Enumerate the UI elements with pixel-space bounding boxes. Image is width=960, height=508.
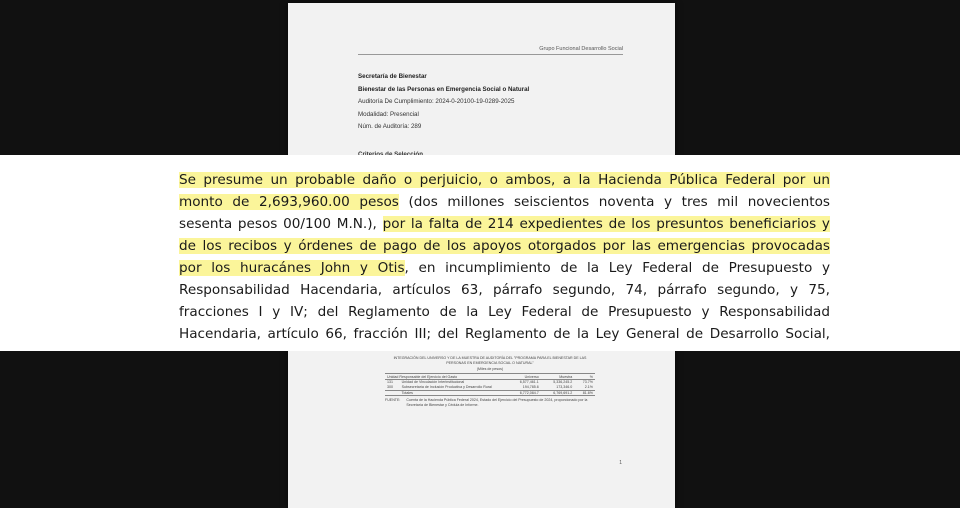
page-header: Grupo Funcional Desarrollo Social [539,46,623,52]
zoomed-paragraph [179,169,830,345]
row-percent: 73.7% [582,380,593,385]
table-total-row [385,390,595,396]
col-sample: Muestra [541,374,574,380]
audit-metadata [358,71,529,134]
source-text: Cuenta de la Hacienda Pública Federal 2024, Estado del Ejercicio del Presupuesto de 2024, proporcionado por la Secretaría de Bienestar y Cédula de Informe. [406,398,588,407]
col-universe: Universo [507,374,540,380]
paragraph-line [179,301,830,323]
header-divider [358,54,623,55]
paragraph-line [179,257,830,279]
audit-modality: Modalidad: Presencial [358,110,419,118]
highlighted-text: de los recibos y órdenes de pago de los apoyos otorgados por las emergencias provocadas [179,238,830,254]
total-sample: 6,769,691.2 [541,390,574,396]
sample-table [385,356,595,407]
body-text: fracciones I y IV; del Reglamento de la Ley Federal de Presupuesto y Responsabilidad [179,304,830,320]
total-percent: 81.6% [574,390,595,396]
paragraph-line [179,191,830,213]
table-source [385,398,595,407]
row-code: 131 [387,380,393,385]
col-unit: Unidad Responsable del Ejercicio del Gasto [385,374,507,380]
row-code: 300 [387,385,393,390]
row-sample: 173,346.0 [556,385,573,390]
row-universe: 6,577,461.1 [519,380,539,385]
row-universe: 194,785.6 [522,385,539,390]
total-code [385,390,400,396]
total-label: Totales [400,390,508,396]
zoomed-excerpt [0,155,960,351]
row-sample: 5,336,245.2 [553,380,573,385]
page-number: 1 [619,460,622,466]
col-percent: % [574,374,595,380]
highlighted-text: monto de 2,693,960.00 pesos [179,194,399,210]
body-text: Hacendaria, artículo 66, fracción III; del Reglamento de la Ley General de Desarrollo Social, [179,326,830,342]
total-universe: 6,772,084.7 [507,390,540,396]
paragraph-line [179,235,830,257]
body-text: sesenta pesos 00/100 M.N.), [179,216,383,232]
paragraph-line [179,169,830,191]
body-text: , en incumplimiento de la Ley Federal de Presupuesto y [404,260,830,276]
body-text: Responsabilidad Hacendaria, artículos 63, párrafo segundo, 74, párrafo segundo, y 75, [179,282,830,298]
highlighted-text: por la falta de 214 expedientes de los presuntos beneficiarios y [382,216,830,232]
row-unit: Subsecretaría de Inclusión Productiva y Desarrollo Rural [401,385,492,390]
paragraph-line [179,323,830,345]
highlighted-text: por los huracánes John y Otis [179,260,405,276]
table-title: INTEGRACIÓN DEL UNIVERSO Y DE LA MUESTRA DE AUDITORÍA DEL "PROGRAMA PARA EL BIENESTAR DE LAS PERSONAS EN EMERGENCIA SOCIAL O NATURAL" [393,356,587,365]
audit-number: Núm. de Auditoría: 289 [358,123,422,130]
body-text: (dos millones seiscientos noventa y tres mil novecientos [398,194,830,210]
table-subtitle: (Miles de pesos) [476,367,504,372]
paragraph-line [179,213,830,235]
row-percent: 2.1% [584,385,593,390]
program-name: Bienestar de las Personas en Emergencia Social o Natural [358,85,530,93]
org-name: Secretaría de Bienestar [358,73,427,80]
row-unit: Unidad de Vinculación Interinstitucional [401,380,465,385]
paragraph-line [179,279,830,301]
universe-sample-table [385,373,595,396]
audit-id: Auditoría De Cumplimiento: 2024-0-20100-19-0289-2025 [358,98,515,105]
source-label: FUENTE: [385,398,401,403]
highlighted-text: Se presume un probable daño o perjuicio, o ambos, a la Hacienda Pública Federal por un [179,172,830,188]
